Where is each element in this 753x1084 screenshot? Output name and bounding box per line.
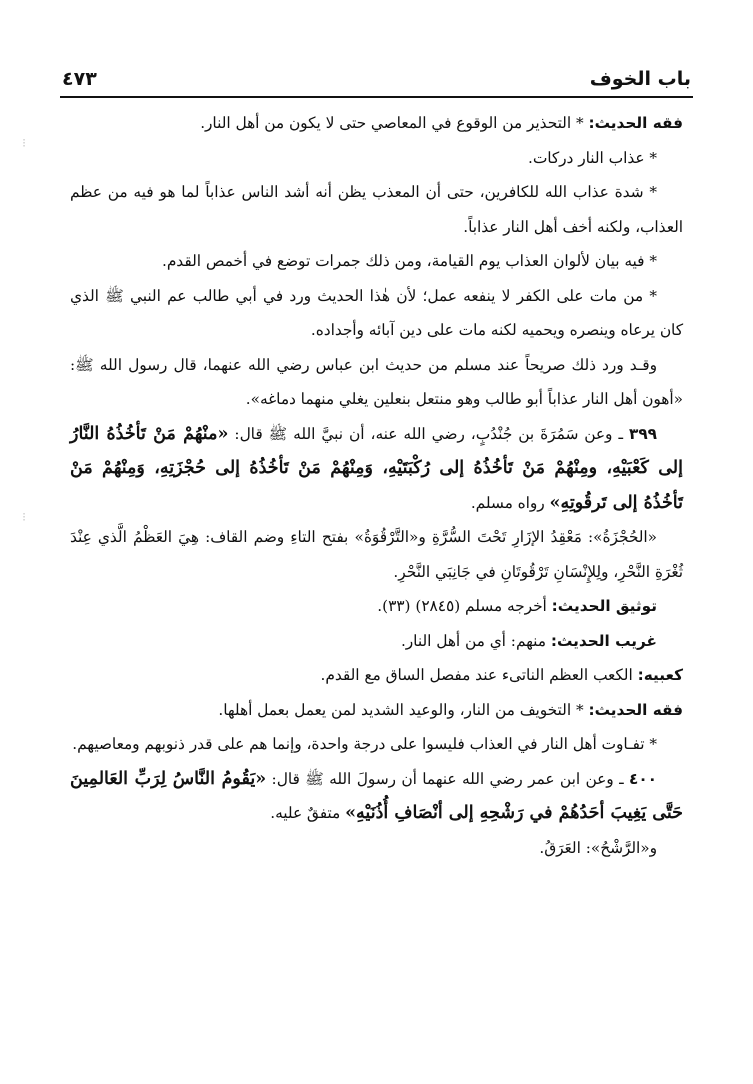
paragraph-text: أخرجه مسلم (٢٨٤٥) (٣٣). xyxy=(377,597,552,615)
section-label: كعبيه: xyxy=(637,666,683,684)
hadith-399 xyxy=(70,417,683,521)
vocabulary-note: «الحُجْزَةُ»: مَعْقِدُ الإزَارِ تَحْتَ السُّرَّةِ و«التَّرْقُوَةُ» بفتح التاءِ وضم القاف: هِيَ العَظْمُ الَّذي عِنْدَ ثُغْرَةِ النَّحْرِ، ولِلإِنْسَانِ تَرْقُوتَانِ في جَانِبَي النَّحْرِ. xyxy=(70,528,683,581)
header-divider xyxy=(60,96,693,98)
page-body xyxy=(70,106,683,865)
bullet-point: * عذاب النار دركات. xyxy=(527,148,657,167)
bullet-point: * شدة عذاب الله للكافرين، حتى أن المعذب يظن أنه أشد الناس عذاباً لما هو فيه من عظم العذاب، ولكنه أخف أهل النار عذاباً. xyxy=(70,183,683,236)
hadith-number: ٤٠٠ xyxy=(628,769,657,788)
paragraph-text: * التحذير من الوقوع في المعاصي حتى لا يكون من أهل النار. xyxy=(200,114,589,132)
paragraph-text: الكعب العظم الناتىء عند مفصل الساق مع القدم. xyxy=(320,666,638,684)
margin-mark: ⁝ xyxy=(22,136,26,150)
hadith-source: متفقٌ عليه. xyxy=(270,804,346,822)
hadith-intro: ـ وعن سَمُرَةَ بن جُنْدُبٍ، رضي الله عنه، أن نبيَّ الله ﷺ قال: xyxy=(228,424,629,443)
paragraph-fiqh xyxy=(70,106,683,141)
section-label: فقه الحديث: xyxy=(588,700,683,719)
paragraph-text: منهم: أي من أهل النار. xyxy=(400,631,551,650)
hadith-number: ٣٩٩ xyxy=(628,424,657,443)
paragraph-kaabayhi xyxy=(70,658,683,693)
section-label: فقه الحديث: xyxy=(588,114,683,132)
section-label: غريب الحديث: xyxy=(550,631,657,650)
chapter-title: باب الخوف xyxy=(589,68,691,90)
bullet-point: * فيه بيان لألوان العذاب يوم القيامة، ومن ذلك جمرات توضع في أخمص القدم. xyxy=(161,252,657,270)
hadith-intro: ـ وعن ابن عمر رضي الله عنهما أن رسولَ الله ﷺ قال: xyxy=(266,769,629,788)
section-label: توثيق الحديث: xyxy=(551,597,657,615)
vocabulary-note: و«الرَّشْحُ»: العَرَقُ. xyxy=(539,838,657,857)
paragraph-fiqh-2 xyxy=(70,693,683,728)
paragraph-tawthiq xyxy=(70,589,683,624)
paragraph-gharib xyxy=(70,624,683,659)
hadith-source: رواه مسلم. xyxy=(470,493,550,512)
page-header xyxy=(62,60,691,90)
page-number: ٤٧٣ xyxy=(62,68,97,90)
hadith-quote: «يَقُومُ النَّاسُ لِرَبِّ العَالمِينَ حَتَّى يَغِيبَ أحَدُهُمْ في رَشْحِهِ إلى أنْصَافِ أُذُنَيْهِ» xyxy=(70,768,683,823)
paragraph-text: * التخويف من النار، والوعيد الشديد لمن يعمل بعمل أهلها. xyxy=(218,700,589,719)
bullet-point: * تفـاوت أهل النار في العذاب فليسوا على درجة واحدة، وإنما هم على قدر ذنوبهم ومعاصيهم. xyxy=(72,735,657,753)
hadith-400 xyxy=(70,762,683,831)
margin-mark: ⁝ xyxy=(22,510,26,524)
paragraph-text: وقـد ورد ذلك صريحاً عند مسلم من حديث ابن عباس رضي الله عنهما، قال رسول الله ﷺ: «أهون أهل النار عذاباً أبو طالب وهو منتعل بنعلين يغلي منهما دماغه». xyxy=(70,355,683,408)
bullet-point: * من مات على الكفر لا ينفعه عمل؛ لأن هٰذا الحديث ورد في أبي طالب عم النبي ﷺ الذي كان يرعاه وينصره ويحميه لكنه مات على دين آبائه وأجداده. xyxy=(70,286,683,339)
hadith-quote: «منْهُمْ مَنْ تَأخُذُهُ النَّارُ إلى كَعْبَيْهِ، ومِنْهُمْ مَنْ تَأخُذُهُ إلى رُكْبَتَيْهِ، وَمِنْهُمْ مَنْ تَأخُذُهُ إلى حُجْزَتِهِ، وَمِنْهُمْ مَنْ تَأخُذُهُ إلى تَرقُوتِهِ» xyxy=(70,423,683,513)
